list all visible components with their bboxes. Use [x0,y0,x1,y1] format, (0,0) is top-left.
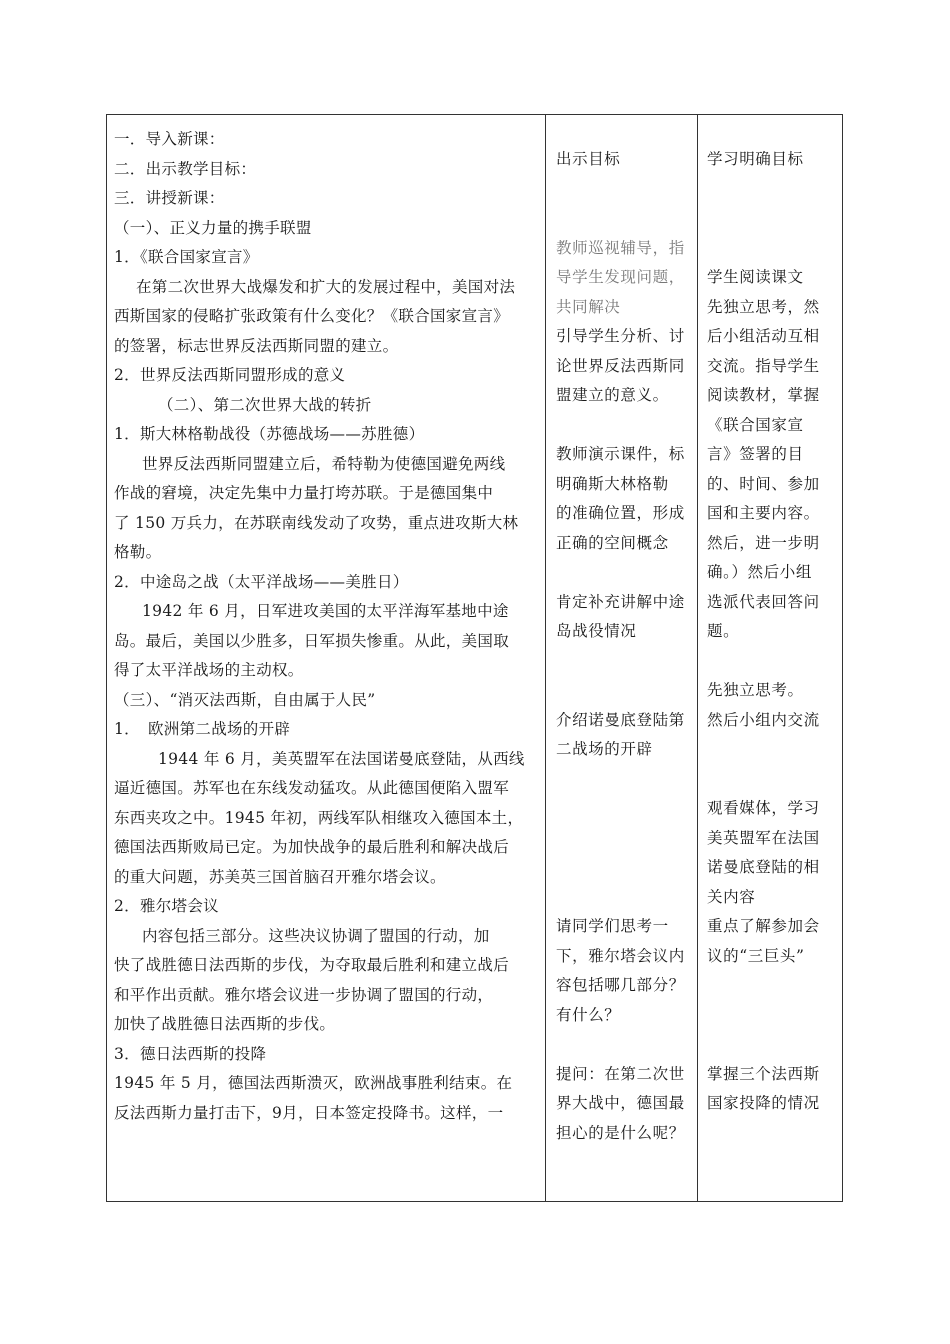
content-line: 作战的窘境，决定先集中力量打垮苏联。于是德国集中 [114,484,494,502]
content-line: 1． 欧洲第二战场的开辟 [114,720,291,738]
student-activity-line: 确。）然后小组 [707,563,812,581]
teacher-activity-line: 出示目标 [556,150,621,168]
content-line: 快了战胜德日法西斯的步伐，为夺取最后胜利和建立战后 [114,956,510,974]
student-activity-line: 言》签署的目 [707,445,804,463]
student-activity-line [707,234,839,264]
content-line: 的签署，标志世界反法西斯同盟的建立。 [114,336,399,355]
content-line: 反法西斯力量打击下，9月，日本签定投降书。这样，一 [114,1103,504,1122]
student-activity-line: 诺曼底登陆的相 [707,858,820,876]
teacher-activity-line: 导学生发现问题， [556,268,685,286]
content-line: 加快了战胜德日法西斯的步伐。 [114,1015,336,1033]
teacher-activity-line: 介绍诺曼底登陆第 [556,710,685,729]
student-activity-line [707,735,839,765]
teacher-activity-line: 引导学生分析、讨 [556,327,685,345]
teacher-activity-line: 岛战役情况 [556,622,637,640]
student-activity-line [707,765,839,795]
student-activity-line: 议的“三巨头” [707,946,805,965]
content-line: 岛。最后，美国以少胜多，日军损失惨重。从此，美国取 [114,631,510,650]
student-activity-line: 学生阅读课文 [707,268,804,286]
content-line: 1．《联合国家宣言》 [114,248,259,266]
student-activity-line [707,647,839,677]
teacher-activity-line: 共同解决 [556,297,621,316]
content-line: 内容包括三部分。这些决议协调了盟国的行动，加 [142,926,490,945]
teacher-activity-line [556,765,698,795]
teacher-activity-line: 论世界反法西斯同 [556,356,685,375]
teacher-activity-line [556,1030,698,1060]
lesson-plan-table [106,114,843,1202]
teacher-activity-line: 容包括哪几部分？ [556,976,685,994]
content-line: 在第二次世界大战爆发和扩大的发展过程中，美国对法 [136,277,516,296]
teacher-activity-line [556,883,698,913]
teacher-activity-line [556,794,698,824]
content-line: 和平作出贡献。雅尔塔会议进一步协调了盟国的行动， [114,985,494,1004]
content-line: 了 150 万兵力，在苏联南线发动了攻势，重点进攻斯大林 [114,513,519,532]
teacher-activity-line [556,824,698,854]
teacher-activity-line: 二战场的开辟 [556,740,653,758]
student-activity-line [707,1001,839,1031]
teacher-activity-line: 肯定补充讲解中途 [556,592,685,611]
content-line: 得了太平洋战场的主动权。 [114,661,304,679]
student-activity-line: 后小组活动互相 [707,327,820,345]
content-line: 格勒。 [114,543,162,561]
student-activity-line: 先独立思考，然 [707,297,820,316]
content-line: 二．出示教学目标： [114,159,257,178]
teacher-activity-line: 有什么？ [556,1005,621,1024]
content-line: 西斯国家的侵略扩张政策有什么变化？《联合国家宣言》 [114,307,510,325]
content-line: 2．雅尔塔会议 [114,897,219,915]
content-line: 一．导入新课： [114,130,225,148]
teacher-activity-line [556,853,698,883]
student-activity-line [707,971,839,1001]
student-activity-line: 美英盟军在法国 [707,828,820,847]
student-activity-line: 阅读教材，掌握 [707,386,820,404]
teacher-activity-line [556,647,698,677]
content-line: 东西夹攻之中。1945 年初，两线军队相继攻入德国本土， [114,808,524,827]
content-line: 的重大问题，苏美英三国首脑召开雅尔塔会议。 [114,867,446,886]
teacher-activity-line: 明确斯大林格勒 [556,474,669,493]
student-activity-line [707,204,839,234]
teacher-activity-line: 的准确位置，形成 [556,504,685,522]
teacher-activity-line [556,175,698,205]
content-line: 1944 年 6 月，美英盟军在法国诺曼底登陆，从西线 [158,749,525,768]
teacher-activity-line [556,204,698,234]
content-line: 德国法西斯败局已定。为加快战争的最后胜利和解决战后 [114,838,510,856]
teacher-activity-line: 担心的是什么呢？ [556,1123,685,1142]
section-heading: （三）、“消灭法西斯，自由属于人民” [114,690,376,709]
student-activity-line: 学习明确目标 [707,150,804,168]
teacher-activity-line: 正确的空间概念 [556,533,669,552]
section-heading: （一）、正义力量的携手联盟 [114,218,312,237]
student-activity-line: 题。 [707,622,740,640]
student-activity-line: 的、时间、参加 [707,474,820,493]
content-line: 2．世界反法西斯同盟形成的意义 [114,366,346,384]
content-line: 2．中途岛之战（太平洋战场——美胜日） [114,572,409,591]
teacher-activity-line [556,558,698,588]
teacher-activity-line: 请同学们思考一 [556,917,669,935]
column-divider-1 [545,115,546,1201]
teacher-activity-line: 界大战中，德国最 [556,1094,685,1112]
content-line: 1．斯大林格勒战役（苏德战场——苏胜德） [114,425,425,443]
student-activity-line: 关内容 [707,887,756,906]
content-line: 1945 年 5 月，德国法西斯溃灭，欧洲战事胜利结束。在 [114,1074,513,1092]
teacher-activity-line: 教师演示课件，标 [556,445,685,463]
teacher-activity-line: 提问：在第二次世 [556,1064,685,1083]
student-activity-line: 先独立思考。 [707,681,804,699]
student-activity-line: 观看媒体，学习 [707,799,820,817]
content-line: 3．德日法西斯的投降 [114,1044,267,1063]
content-line: 1942 年 6 月，日军进攻美国的太平洋海军基地中途 [142,602,509,620]
teaching-content-column [114,125,544,1128]
student-activity-line: 国家投降的情况 [707,1094,820,1112]
student-activity-column [707,145,839,1119]
student-activity-line: 《联合国家宣 [707,415,804,434]
section-heading: （二）、第二次世界大战的转折 [158,395,372,414]
student-activity-line: 国和主要内容。 [707,504,820,522]
teacher-activity-column [556,145,698,1148]
student-activity-line: 掌握三个法西斯 [707,1064,820,1083]
student-activity-line: 重点了解参加会 [707,917,820,935]
student-activity-line [707,1030,839,1060]
student-activity-line: 选派代表回答问 [707,592,820,611]
student-activity-line: 然后小组内交流 [707,710,820,729]
student-activity-line: 然后，进一步明 [707,533,820,552]
teacher-activity-line: 盟建立的意义。 [556,386,669,404]
student-activity-line [707,175,839,205]
teacher-activity-line [556,676,698,706]
teacher-activity-line [556,411,698,441]
content-line: 世界反法西斯同盟建立后，希特勒为使德国避免两线 [142,454,506,473]
student-activity-line: 交流。指导学生 [707,356,820,375]
teacher-activity-line: 下，雅尔塔会议内 [556,946,685,965]
content-line: 三．讲授新课： [114,189,225,207]
content-line: 逼近德国。苏军也在东线发动猛攻。从此德国便陷入盟军 [114,779,510,797]
teacher-activity-line: 教师巡视辅导，指 [556,238,685,257]
